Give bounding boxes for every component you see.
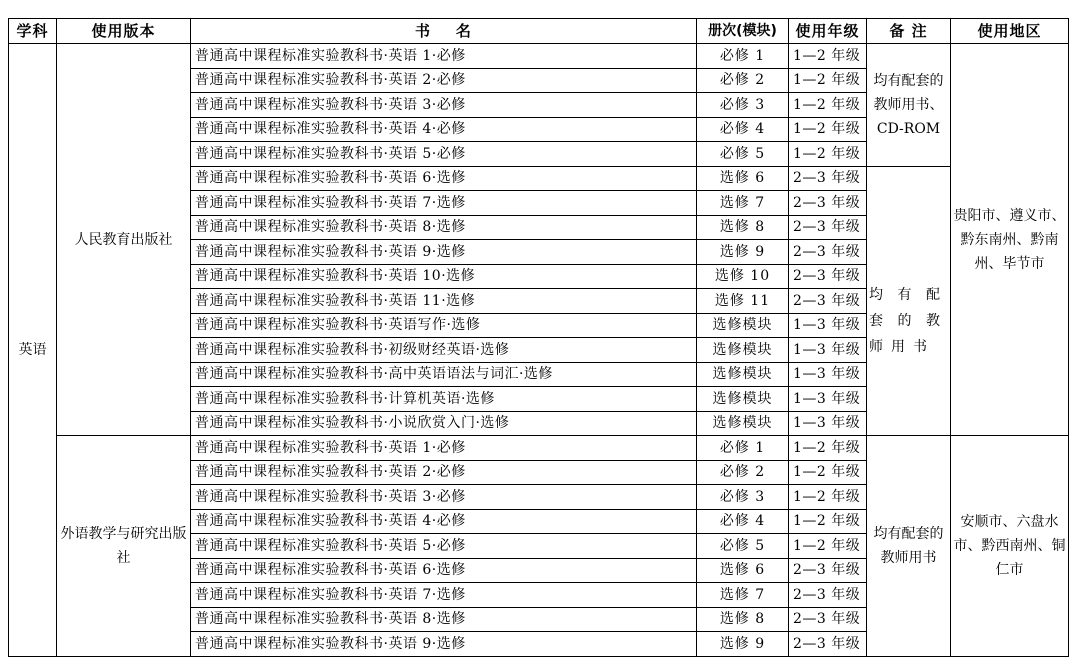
book-title-cell: 普通高中课程标准实验教科书·英语 8·选修 [191, 607, 697, 632]
grade-cell: 1—2 年级 [789, 509, 867, 534]
grade-cell: 1—2 年级 [789, 485, 867, 510]
grade-cell: 1—2 年级 [789, 68, 867, 93]
book-title-cell: 普通高中课程标准实验教科书·英语 5·必修 [191, 142, 697, 167]
volume-cell: 选修 11 [697, 289, 789, 314]
grade-cell: 2—3 年级 [789, 583, 867, 608]
grade-cell: 1—3 年级 [789, 387, 867, 412]
grade-cell: 1—2 年级 [789, 436, 867, 461]
note-text: 均有配套的教师用书 [873, 525, 944, 566]
header-subject: 学科 [9, 19, 57, 44]
book-title-cell: 普通高中课程标准实验教科书·英语 10·选修 [191, 264, 697, 289]
textbook-table [8, 18, 1069, 657]
volume-cell: 必修 1 [697, 44, 789, 69]
header-row [9, 19, 1069, 44]
book-title-cell: 普通高中课程标准实验教科书·英语 8·选修 [191, 215, 697, 240]
note-text: 均有配套的教师用书 [869, 286, 948, 355]
volume-cell: 必修 2 [697, 460, 789, 485]
grade-cell: 2—3 年级 [789, 240, 867, 265]
header-note: 备 注 [867, 19, 951, 44]
header-volume: 册次(模块) [697, 19, 789, 44]
grade-cell: 2—3 年级 [789, 289, 867, 314]
book-title-cell: 普通高中课程标准实验教科书·英语 7·选修 [191, 191, 697, 216]
book-title-cell: 普通高中课程标准实验教科书·英语 7·选修 [191, 583, 697, 608]
grade-cell: 2—3 年级 [789, 215, 867, 240]
volume-cell: 必修 2 [697, 68, 789, 93]
volume-cell: 必修 5 [697, 142, 789, 167]
book-title-cell: 普通高中课程标准实验教科书·高中英语语法与词汇·选修 [191, 362, 697, 387]
book-title-cell: 普通高中课程标准实验教科书·英语 9·选修 [191, 632, 697, 657]
header-book: 书 名 [191, 19, 697, 44]
book-title-cell: 普通高中课程标准实验教科书·英语 5·必修 [191, 534, 697, 559]
publisher-cell: 人民教育出版社 [57, 44, 191, 436]
volume-cell: 必修 4 [697, 117, 789, 142]
grade-cell: 1—3 年级 [789, 362, 867, 387]
book-title-cell: 普通高中课程标准实验教科书·英语 11·选修 [191, 289, 697, 314]
volume-cell: 选修 6 [697, 166, 789, 191]
grade-cell: 2—3 年级 [789, 166, 867, 191]
book-title-cell: 普通高中课程标准实验教科书·英语 4·必修 [191, 509, 697, 534]
volume-cell: 选修 8 [697, 607, 789, 632]
grade-cell: 1—2 年级 [789, 93, 867, 118]
book-title-cell: 普通高中课程标准实验教科书·英语 2·必修 [191, 68, 697, 93]
header-grade: 使用年级 [789, 19, 867, 44]
volume-cell: 选修 8 [697, 215, 789, 240]
book-title-cell: 普通高中课程标准实验教科书·英语 3·必修 [191, 93, 697, 118]
grade-cell: 2—3 年级 [789, 558, 867, 583]
header-edition: 使用版本 [57, 19, 191, 44]
volume-cell: 选修模块 [697, 313, 789, 338]
volume-cell: 选修模块 [697, 362, 789, 387]
grade-cell: 1—2 年级 [789, 534, 867, 559]
table-body [9, 44, 1069, 657]
grade-cell: 1—3 年级 [789, 411, 867, 436]
volume-cell: 必修 1 [697, 436, 789, 461]
book-title-cell: 普通高中课程标准实验教科书·英语写作·选修 [191, 313, 697, 338]
volume-cell: 选修 9 [697, 240, 789, 265]
book-title-cell: 普通高中课程标准实验教科书·初级财经英语·选修 [191, 338, 697, 363]
book-title-cell: 普通高中课程标准实验教科书·英语 3·必修 [191, 485, 697, 510]
volume-cell: 选修 7 [697, 583, 789, 608]
book-title-cell: 普通高中课程标准实验教科书·小说欣赏入门·选修 [191, 411, 697, 436]
header-region: 使用地区 [951, 19, 1069, 44]
book-title-cell: 普通高中课程标准实验教科书·英语 6·选修 [191, 558, 697, 583]
subject-cell: 英语 [9, 44, 57, 657]
textbook-table-container [8, 18, 1069, 657]
book-title-cell: 普通高中课程标准实验教科书·英语 1·必修 [191, 436, 697, 461]
volume-cell: 必修 5 [697, 534, 789, 559]
volume-cell: 必修 3 [697, 485, 789, 510]
volume-cell: 选修模块 [697, 387, 789, 412]
grade-cell: 2—3 年级 [789, 191, 867, 216]
book-title-cell: 普通高中课程标准实验教科书·英语 4·必修 [191, 117, 697, 142]
volume-cell: 选修模块 [697, 411, 789, 436]
note-cell [867, 166, 951, 436]
region-cell [951, 44, 1069, 436]
grade-cell: 2—3 年级 [789, 607, 867, 632]
grade-cell: 1—3 年级 [789, 338, 867, 363]
book-title-cell: 普通高中课程标准实验教科书·英语 6·选修 [191, 166, 697, 191]
volume-cell: 选修 6 [697, 558, 789, 583]
volume-cell: 必修 3 [697, 93, 789, 118]
note-cell [867, 44, 951, 167]
table-row [9, 436, 1069, 461]
note-text: 均有配套的教师用书、CD-ROM [873, 72, 944, 137]
grade-cell: 1—2 年级 [789, 44, 867, 69]
book-title-cell: 普通高中课程标准实验教科书·英语 9·选修 [191, 240, 697, 265]
table-row [9, 44, 1069, 69]
volume-cell: 选修 9 [697, 632, 789, 657]
grade-cell: 1—3 年级 [789, 313, 867, 338]
book-title-cell: 普通高中课程标准实验教科书·英语 1·必修 [191, 44, 697, 69]
book-title-cell: 普通高中课程标准实验教科书·计算机英语·选修 [191, 387, 697, 412]
volume-cell: 选修 7 [697, 191, 789, 216]
grade-cell: 2—3 年级 [789, 264, 867, 289]
volume-cell: 选修 10 [697, 264, 789, 289]
note-cell [867, 436, 951, 657]
region-cell [951, 436, 1069, 657]
volume-cell: 选修模块 [697, 338, 789, 363]
grade-cell: 1—2 年级 [789, 142, 867, 167]
grade-cell: 1—2 年级 [789, 117, 867, 142]
region-text: 安顺市、六盘水市、黔西南州、铜仁市 [953, 513, 1066, 578]
volume-cell: 必修 4 [697, 509, 789, 534]
publisher-cell: 外语教学与研究出版社 [57, 436, 191, 657]
grade-cell: 1—2 年级 [789, 460, 867, 485]
grade-cell: 2—3 年级 [789, 632, 867, 657]
region-text: 贵阳市、遵义市、黔东南州、黔南州、毕节市 [953, 207, 1066, 272]
book-title-cell: 普通高中课程标准实验教科书·英语 2·必修 [191, 460, 697, 485]
